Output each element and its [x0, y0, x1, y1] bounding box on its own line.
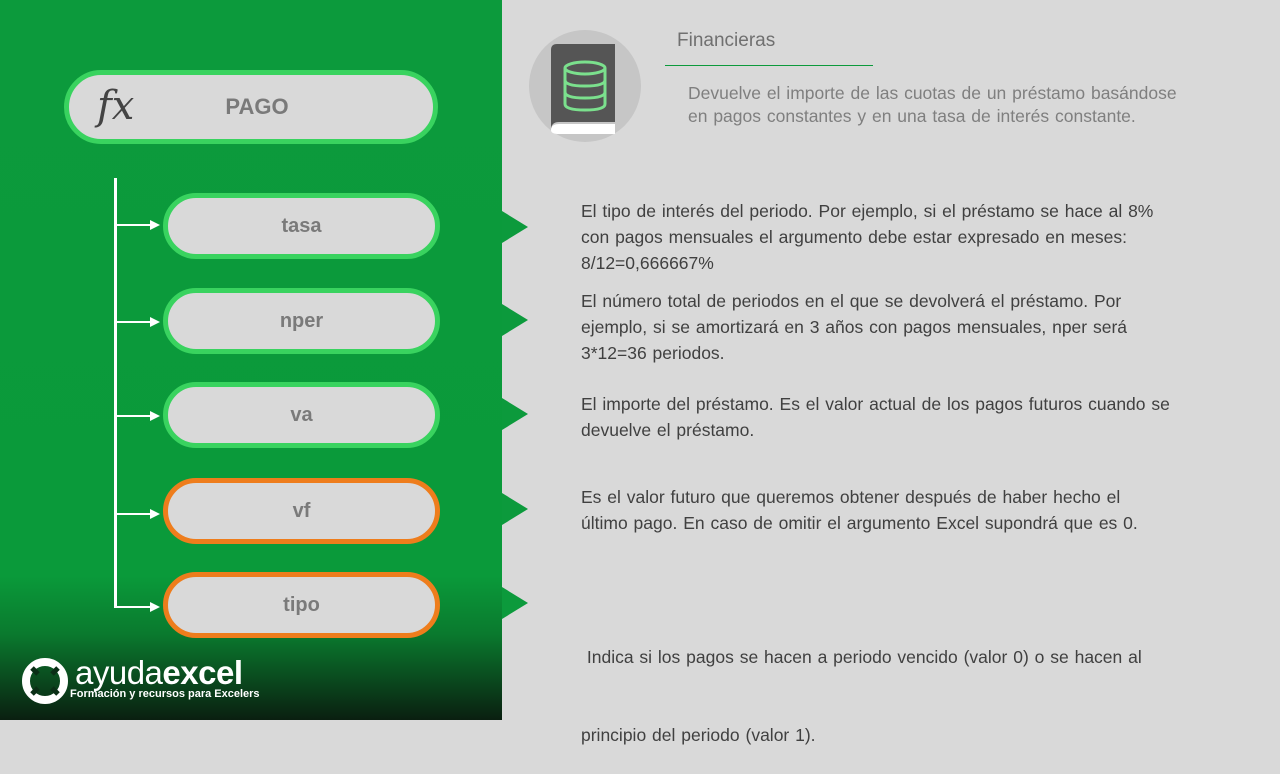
argument-description-tasa	[581, 198, 1241, 276]
argument-description-nper	[581, 288, 1241, 366]
tree-branch	[114, 321, 152, 323]
category-description	[688, 82, 1248, 128]
argument-pill-tasa	[163, 193, 440, 259]
argument-pill-va	[163, 382, 440, 448]
tree-branch	[114, 224, 152, 226]
tree-branch	[114, 415, 152, 417]
tree-branch	[114, 606, 152, 608]
tree-branch	[114, 513, 152, 515]
pointer-arrow-icon	[502, 398, 528, 430]
argument-name: tipo	[283, 593, 320, 616]
branch-arrow-icon	[150, 317, 160, 327]
brand-logo	[20, 656, 270, 704]
category-title: Financieras	[677, 30, 776, 51]
function-name: PAGO	[225, 94, 289, 119]
argument-pill-nper	[163, 288, 440, 354]
pointer-arrow-icon	[502, 587, 528, 619]
argument-description-vf	[581, 484, 1241, 536]
brand-word-light: ayuda	[75, 654, 163, 691]
description-line: El tipo de interés del periodo. Por ejemplo, si el préstamo se hace al 8%	[581, 201, 1154, 221]
argument-name: vf	[292, 499, 311, 522]
database-book-icon	[529, 30, 641, 142]
description-line: ejemplo, si se amortizará en 3 años con pagos mensuales, nper será	[581, 317, 1128, 337]
branch-arrow-icon	[150, 509, 160, 519]
brand-wordmark	[75, 654, 243, 692]
branch-arrow-icon	[150, 602, 160, 612]
pointer-arrow-icon	[502, 493, 528, 525]
description-line: devuelve el préstamo.	[581, 420, 755, 440]
argument-name: tasa	[281, 214, 322, 237]
argument-pill-tipo	[163, 572, 440, 638]
description-line: El número total de periodos en el que se devolverá el préstamo. Por	[581, 291, 1122, 311]
branch-arrow-icon	[150, 411, 160, 421]
branch-arrow-icon	[150, 220, 160, 230]
brand-tagline: Formación y recursos para Excelers	[70, 688, 260, 700]
description-line: El importe del préstamo. Es el valor actual de los pagos futuros cuando se	[581, 394, 1170, 414]
brand-word-bold: excel	[162, 654, 243, 691]
description-line: con pagos mensuales el argumento debe estar expresado en meses:	[581, 227, 1127, 247]
category-description-line: Devuelve el importe de las cuotas de un préstamo basándose	[688, 83, 1177, 103]
argument-description-va	[581, 391, 1241, 443]
pointer-arrow-icon	[502, 211, 528, 243]
function-name-pill	[64, 70, 438, 144]
argument-name: nper	[279, 309, 324, 332]
argument-description-tipo	[581, 592, 1241, 774]
pointer-arrow-icon	[502, 304, 528, 336]
tree-vertical-line	[114, 178, 117, 608]
description-line: 3*12=36 periodos.	[581, 343, 725, 363]
description-line: Indica si los pagos se hacen a periodo vencido (valor 0) o se hacen al	[581, 647, 1142, 667]
argument-pill-vf	[163, 478, 440, 544]
category-description-line: en pagos constantes y en una tasa de interés constante.	[688, 106, 1136, 126]
fx-icon: fx	[97, 83, 135, 129]
argument-name: va	[290, 403, 313, 426]
description-line: Es el valor futuro que queremos obtener después de haber hecho el	[581, 487, 1121, 507]
description-line: principio del periodo (valor 1).	[581, 725, 816, 745]
description-line: 8/12=0,666667%	[581, 253, 714, 273]
lifebuoy-icon	[22, 658, 68, 704]
description-line: último pago. En caso de omitir el argumento Excel supondrá que es 0.	[581, 513, 1138, 533]
category-divider	[665, 65, 873, 66]
